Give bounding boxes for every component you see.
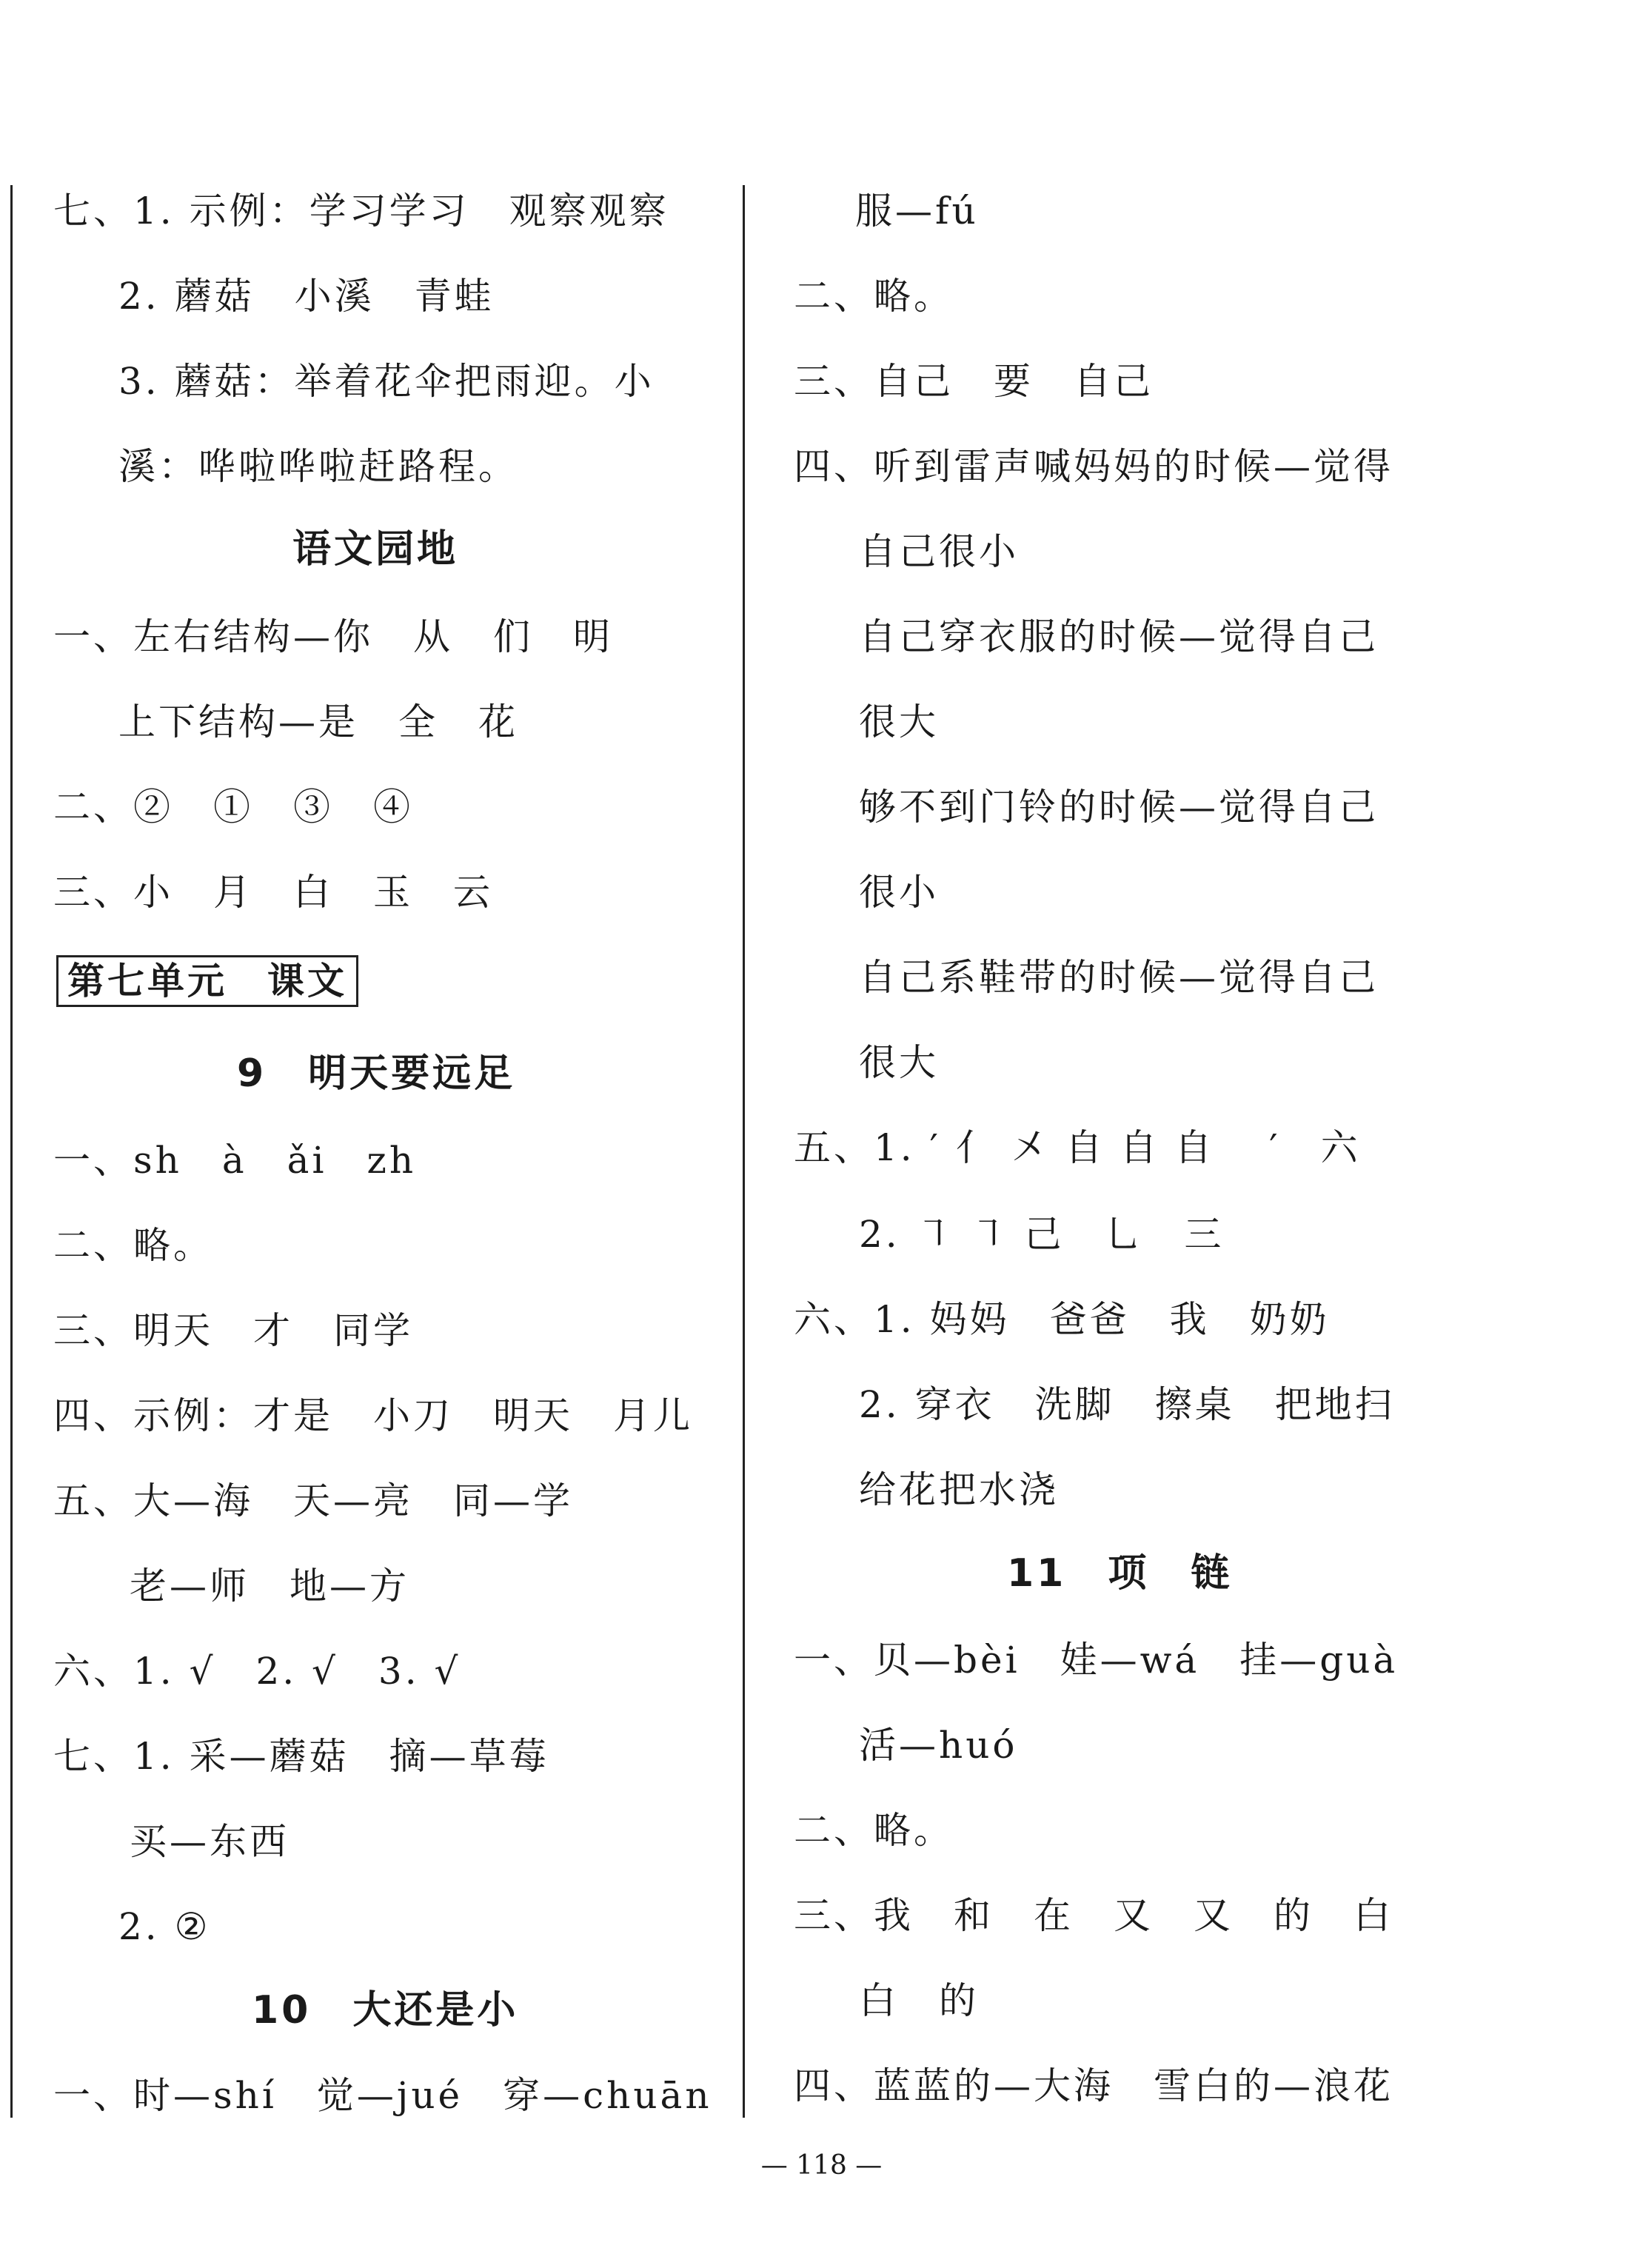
answer-line: 2. 蘑菇 小溪 青蛙 bbox=[118, 275, 495, 318]
answer-line: 七、1. 采—蘑菇 摘—草莓 bbox=[53, 1735, 549, 1778]
answer-line: 2. ② bbox=[118, 1905, 211, 1948]
answer-line: 四、蓝蓝的—大海 雪白的—浪花 bbox=[794, 2064, 1393, 2107]
answer-line: 三、自己 要 自己 bbox=[794, 360, 1154, 403]
left-margin-rule bbox=[10, 185, 13, 2118]
lesson-heading: 9 明天要远足 bbox=[237, 1051, 516, 1096]
answer-line: 服—fú bbox=[855, 190, 979, 233]
section-heading: 语文园地 bbox=[292, 527, 459, 572]
answer-line: 活—huó bbox=[859, 1724, 1018, 1767]
answer-line: 2. ㇕ ㇕ 己 乚 三 bbox=[859, 1213, 1225, 1256]
answer-line: 三、明天 才 同学 bbox=[53, 1309, 413, 1352]
answer-line: 一、sh à ǎi zh bbox=[53, 1139, 417, 1182]
unit-title-box: 第七单元 课文 bbox=[56, 955, 358, 1007]
answer-line: 六、1. √ 2. √ 3. √ bbox=[53, 1650, 461, 1693]
answer-line: 四、示例：才是 小刀 明天 月儿 bbox=[53, 1394, 693, 1437]
answer-line: 一、左右结构—你 从 们 明 bbox=[53, 615, 613, 658]
answer-line: 3. 蘑菇：举着花伞把雨迎。小 bbox=[118, 360, 655, 403]
answer-line: 很大 bbox=[859, 700, 939, 743]
answer-line: 二、② ① ③ ④ bbox=[53, 786, 413, 829]
answer-line: 二、略。 bbox=[794, 275, 954, 318]
answer-line: 给花把水浇 bbox=[859, 1468, 1059, 1511]
lesson-heading: 10 大还是小 bbox=[252, 1988, 519, 2033]
answer-line: 自己系鞋带的时候—觉得自己 bbox=[859, 956, 1379, 999]
answer-line: 三、我 和 在 又 又 的 白 bbox=[794, 1894, 1393, 1937]
answer-line: 一、时—shí 觉—jué 穿—chuān bbox=[53, 2074, 712, 2117]
answer-line: 上下结构—是 全 花 bbox=[118, 700, 518, 743]
answer-line: 一、贝—bèi 娃—wá 挂—guà bbox=[794, 1639, 1399, 1682]
answer-line: 自己穿衣服的时候—觉得自己 bbox=[859, 615, 1379, 658]
answer-line: 溪：哗啦哗啦赶路程。 bbox=[118, 445, 518, 488]
answer-line: 五、大—海 天—亮 同—学 bbox=[53, 1479, 573, 1522]
answer-line: 七、1. 示例：学习学习 观察观察 bbox=[53, 190, 669, 233]
column-divider bbox=[743, 185, 745, 2118]
answer-line: 白 的 bbox=[859, 1979, 979, 2022]
answer-line: 2. 穿衣 洗脚 擦桌 把地扫 bbox=[859, 1383, 1395, 1426]
answer-line: 买—东西 bbox=[130, 1820, 290, 1863]
answer-line: 二、略。 bbox=[53, 1224, 213, 1267]
answer-line: 很小 bbox=[859, 871, 939, 914]
answer-line: 四、听到雷声喊妈妈的时候—觉得 bbox=[794, 445, 1393, 488]
lesson-heading: 11 项 链 bbox=[1007, 1551, 1233, 1596]
answer-line: 够不到门铃的时候—觉得自己 bbox=[859, 786, 1379, 829]
page-number: — 118 — bbox=[760, 2150, 883, 2181]
answer-line: 很大 bbox=[859, 1041, 939, 1084]
answer-line: 六、1. 妈妈 爸爸 我 奶奶 bbox=[794, 1298, 1330, 1341]
answer-line: 自己很小 bbox=[859, 530, 1019, 573]
answer-line: 老—师 地—方 bbox=[130, 1565, 409, 1608]
answer-line: 三、小 月 白 玉 云 bbox=[53, 871, 493, 914]
answer-line: 五、1. ′ ⺅ 㐅 自 自 自 ′ 六 bbox=[794, 1126, 1361, 1169]
answer-line: 二、略。 bbox=[794, 1809, 954, 1852]
